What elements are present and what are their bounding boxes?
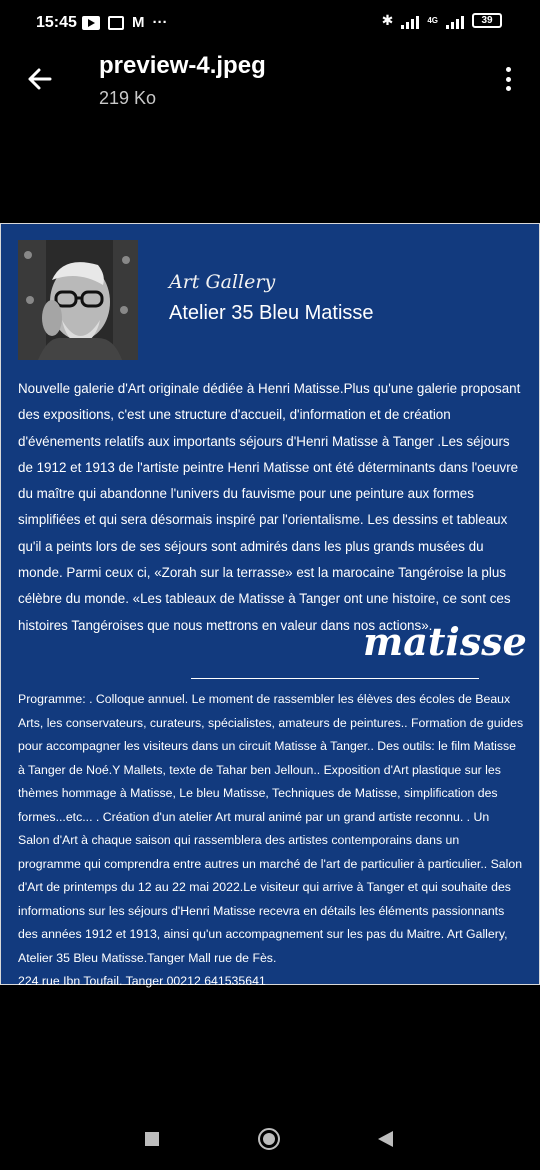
- recents-square-icon[interactable]: [145, 1132, 159, 1146]
- back-arrow-icon[interactable]: [24, 64, 54, 94]
- program-text: Programme: . Colloque annuel. Le moment de rassembler les élèves des écoles de Beaux Arts, les conservateurs, curateurs, spécialistes, amateurs de peintures.. Formation de guides pour accompagner les visiteurs dans un circuit Matisse à Tanger.. Des outils: le film Matisse à Tanger de Noé.Y Mallets, texte de Tahar ben Jelloun.. Exposition d'Art plastique sur les thèmes hommage à Matisse, Le bleu Matisse, Techniques de Matisse, simplification des formes...etc... . Création d'un atelier Art mural animé par un grand artiste reconnu. . Un Salon d'Art à chaque saison qui rassemblera des artistes contemporains dans un programme qui comprendra entre autres un marché de l'art de particulier à particulier.. Salon d'Art de printemps du 12 au 22 mai 2022.Le visiteur qui arrive à Tanger et qui souhaite des informations sur les séjours d'Henri Matisse recevra en détails les éléments passionnants des années 1912 et 1913, ainsi qu'un accompagnement sur les pas du Maitre. Art Gallery, Atelier 35 Bleu Matisse.Tanger Mall rue de Fès.: [18, 692, 524, 965]
- file-size: 219 Ko: [99, 88, 157, 108]
- divider-line: [191, 678, 479, 679]
- notification-icons: [82, 14, 168, 31]
- network-type-label: 4G: [427, 16, 438, 25]
- bluetooth-icon: ✱: [381, 12, 394, 28]
- home-circle-icon[interactable]: [258, 1128, 280, 1150]
- gallery-description: Nouvelle galerie d'Art originale dédiée à Henri Matisse.Plus qu'une galerie proposant des expositions, c'est une structure d'accueil, d'information et de création d'événements relatifs aux importants séjours d'Henri Matisse à Tanger .Les séjours de 1912 et 1913 de l'artiste peintre Henri Matisse ont été déterminants dans l'oeuvre du maître qui abandonne l'univers du fauvisme pour une peinture aux formes simplifiées et qui sera désormais inspiré par l'orientalisme. Les dessins et tableaux qu'il a peints lors de ses séjours sont admirés dans les plus grands musées du monde. Parmi ceux ci, «Zorah sur la terrasse» est la marocaine Tangéroise la plus célèbre du monde. «Les tableaux de Matisse à Tanger ont une histoire, ce sont ces histoires Tangéroises que nous mettrons en valeur dans nos actions».: [18, 381, 521, 633]
- system-nav-bar: [0, 1110, 540, 1170]
- gallery-address: 224 rue Ibn Toufail. Tanger 00212 641535641: [18, 974, 266, 988]
- matisse-portrait-image: [18, 240, 138, 360]
- youtube-icon: [82, 16, 100, 30]
- image-preview[interactable]: [0, 223, 540, 988]
- status-bar: [0, 0, 540, 44]
- program-description: [18, 688, 524, 994]
- system-icons: [382, 12, 502, 29]
- calendar-icon: [108, 16, 124, 30]
- matisse-signature: matisse: [363, 619, 527, 664]
- app-bar: [0, 44, 540, 124]
- back-triangle-icon[interactable]: [378, 1131, 393, 1147]
- file-name: preview-4.jpeg: [99, 52, 266, 79]
- more-dots-icon: ···: [152, 14, 168, 31]
- battery-icon: 39: [472, 13, 502, 28]
- signal-icon: [401, 13, 419, 29]
- gallery-name: Atelier 35 Bleu Matisse: [169, 302, 374, 324]
- status-time: 15:45: [36, 14, 77, 31]
- overflow-menu-icon[interactable]: [498, 64, 518, 94]
- gmail-icon: M: [132, 14, 145, 31]
- gallery-script-title: Art Gallery: [169, 271, 276, 293]
- signal-4g-icon: [446, 13, 464, 29]
